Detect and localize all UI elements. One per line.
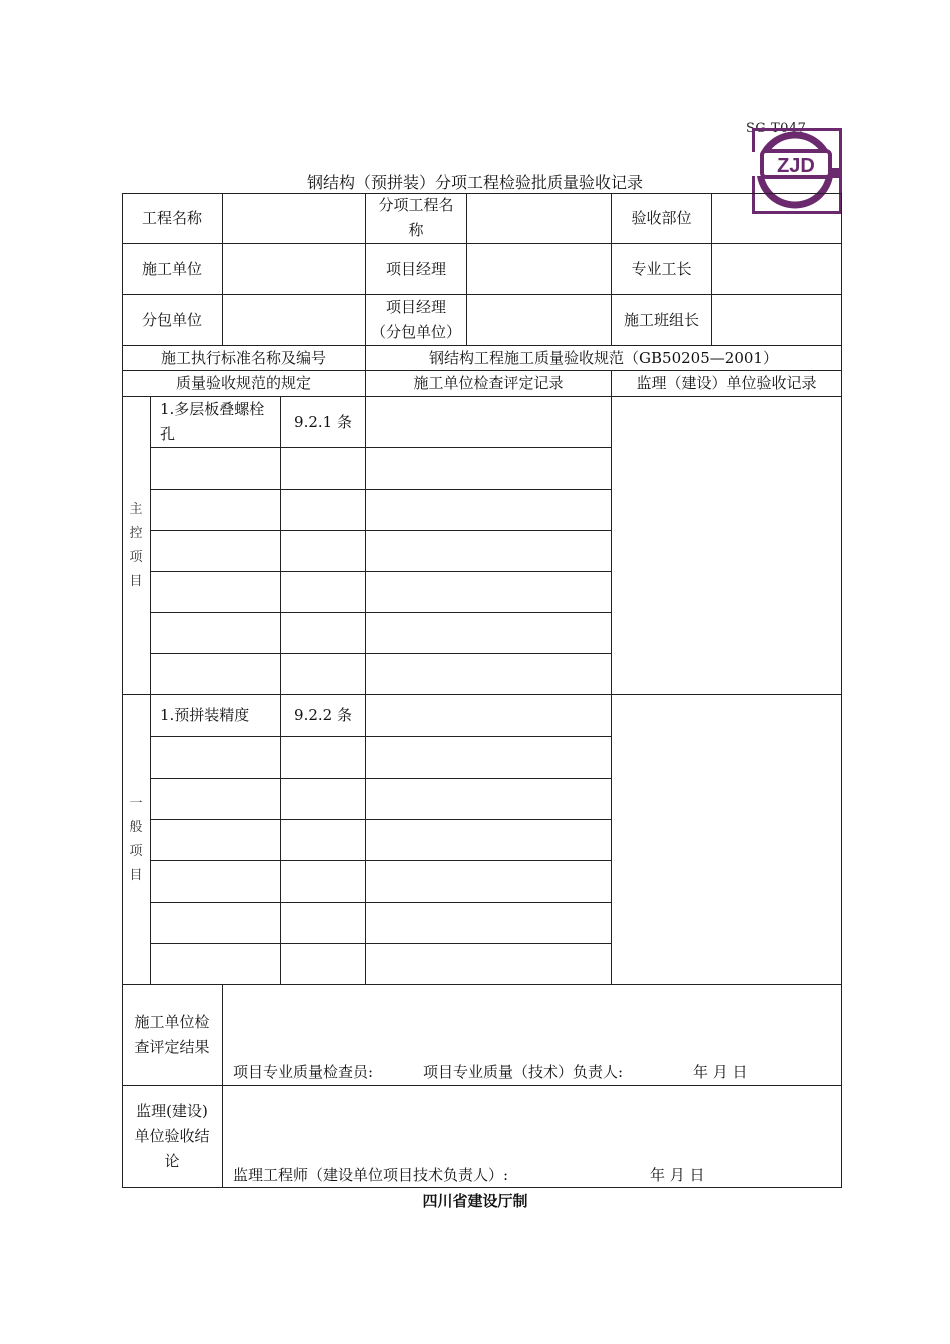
standard-value: 钢结构工程施工质量验收规范（GB50205—2001） [429,348,778,367]
general-char-3: 项 [129,843,143,859]
foreman-label: 专业工长 [631,259,692,278]
general-section-label [125,695,147,984]
general-item-1-label: 1.预拼装精度 [160,706,250,724]
form-title: 钢结构（预拼装）分项工程检验批质量验收记录 [306,173,643,192]
quality-tech-lead-sign[interactable]: 项目专业质量（技术）负责人: [423,1063,624,1081]
issuer-footer: 四川省建设厅制 [422,1192,528,1210]
subcontractor-input[interactable] [223,295,365,345]
main-item-1-contractor-record[interactable] [366,397,611,447]
quality-inspector-sign[interactable]: 项目专业质量检查员: [233,1063,374,1081]
project-manager-input[interactable] [467,244,611,294]
general-char-2: 般 [129,819,143,835]
construction-unit-label: 施工单位 [141,259,202,278]
subitem-name-label: 分项工程名称 [378,196,454,239]
team-leader-label: 施工班组长 [624,310,700,329]
main-control-char-1: 主 [129,501,143,517]
project-manager-label: 项目经理 [385,259,446,278]
sub-manager-label-line1: 项目经理 [385,298,446,316]
contractor-result-label: 施工单位检查评定结果 [134,1013,210,1056]
subcontractor-label: 分包单位 [141,310,202,329]
sub-manager-label-line2: （分包单位） [370,323,461,341]
project-name-input[interactable] [223,193,365,243]
main-control-supervisor-record[interactable] [612,397,841,694]
project-name-label: 工程名称 [141,208,202,227]
acceptance-part-label: 验收部位 [631,208,692,227]
supervising-engineer-sign[interactable]: 监理工程师（建设单位项目技术负责人）: [233,1166,509,1184]
acceptance-form-table [122,193,842,1188]
subitem-name-input[interactable] [467,193,611,243]
supervisor-result-date[interactable]: 年 月 日 [650,1166,705,1184]
general-item-1-clause: 9.2.2 条 [294,706,352,724]
acceptance-part-input[interactable] [712,193,841,243]
main-control-section-label [125,397,147,694]
main-item-1-clause: 9.2.1 条 [294,412,352,431]
main-control-char-3: 项 [129,549,143,565]
sub-manager-label [366,295,466,345]
main-control-char-4: 目 [129,573,143,589]
general-supervisor-record[interactable] [612,695,841,984]
main-item-1-label: 1.多层板叠螺栓孔 [160,400,265,443]
team-leader-input[interactable] [712,295,841,345]
form-code: SG-T047 [746,121,807,136]
general-item-1-contractor-record[interactable] [366,695,611,736]
main-control-char-2: 控 [129,525,143,541]
general-char-1: 一 [129,795,143,811]
standard-label: 施工执行标准名称及编号 [160,348,326,367]
construction-unit-input[interactable] [223,244,365,294]
sub-manager-input[interactable] [467,295,611,345]
foreman-input[interactable] [712,244,841,294]
logo-text: ZJD [777,155,815,177]
supervisor-result-label: 监理(建设)单位验收结论 [134,1102,210,1170]
general-char-4: 目 [129,867,143,883]
supervisor-record-header: 监理（建设）单位验收记录 [636,374,817,392]
contractor-record-header: 施工单位检查评定记录 [413,374,564,392]
contractor-result-date[interactable]: 年 月 日 [693,1063,748,1081]
spec-column-header: 质量验收规范的规定 [175,374,311,392]
